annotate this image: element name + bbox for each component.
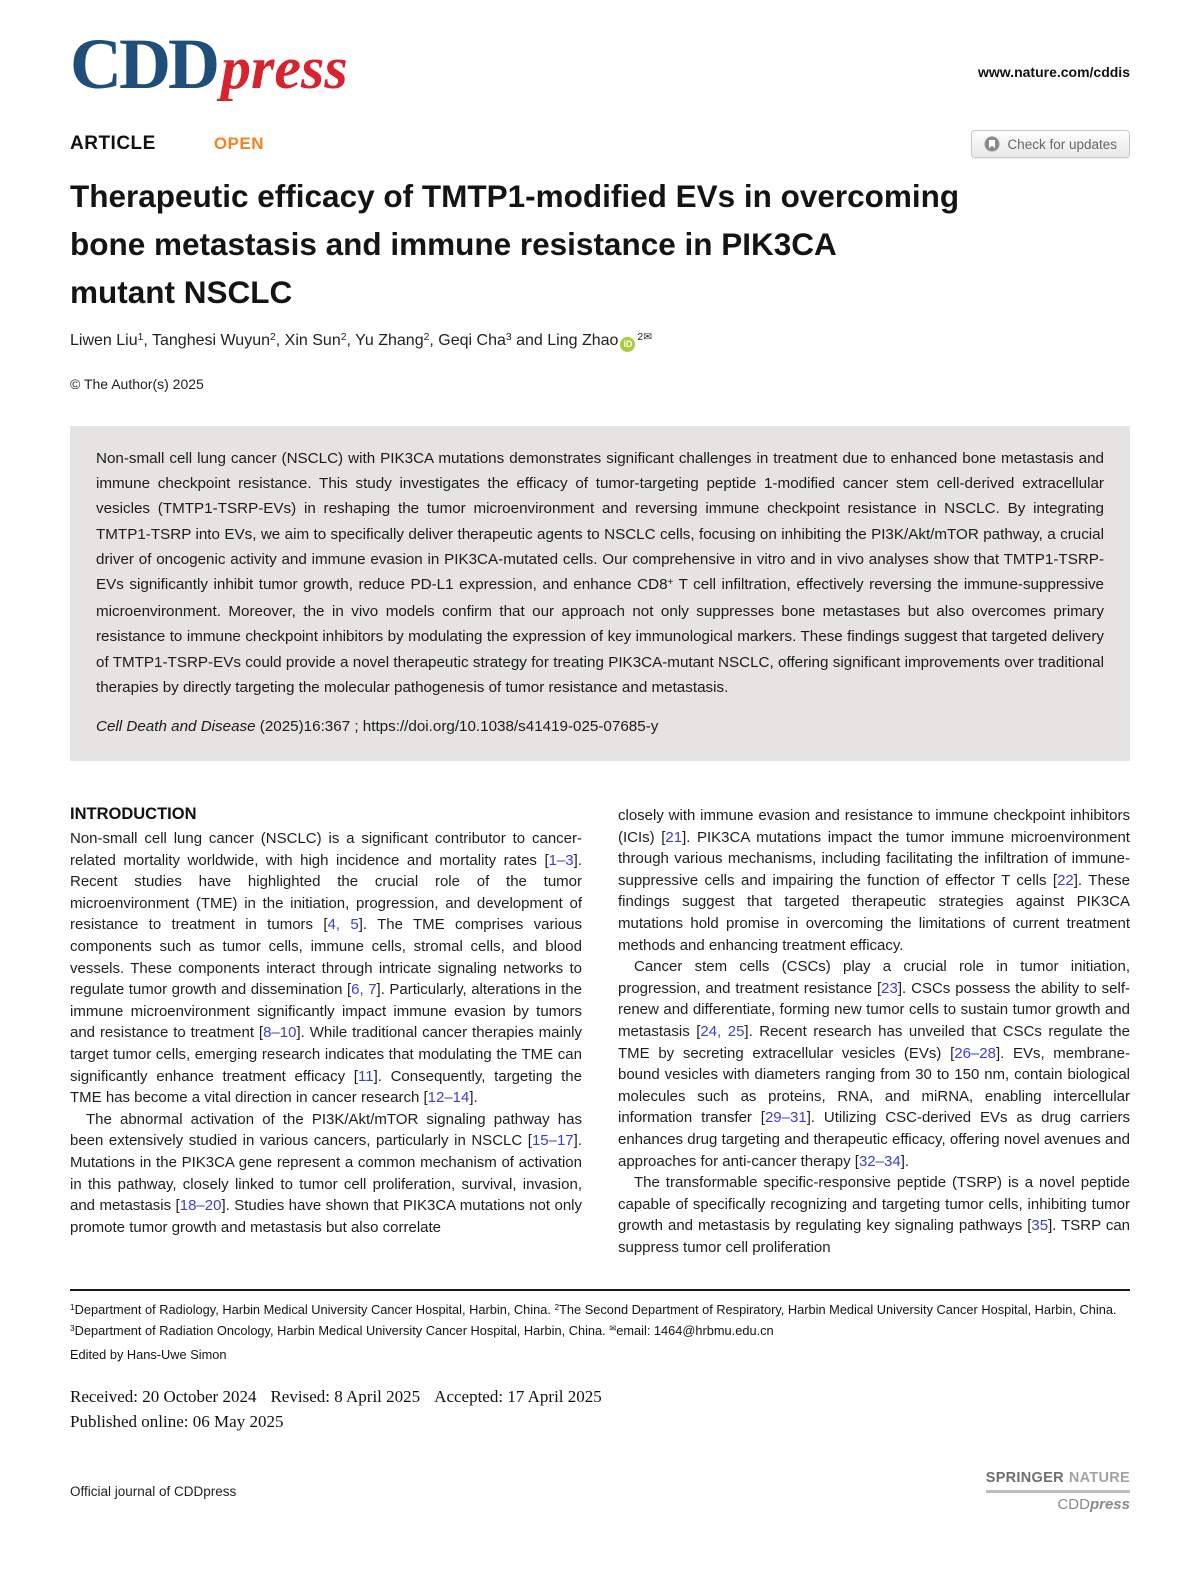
cdd-press-wordmark <box>986 1496 1130 1513</box>
received-date: Received: 20 October 2024 <box>70 1387 257 1406</box>
springer-nature-wordmark <box>986 1470 1130 1493</box>
copyright-line: © The Author(s) 2025 <box>70 376 204 392</box>
citation-ref-link[interactable]: 11 <box>357 1067 374 1085</box>
article-title-line-3: mutant NSCLC <box>70 274 293 310</box>
abstract-box <box>70 426 1130 761</box>
corresponding-author-marks: 2✉ <box>637 332 652 344</box>
citation-ref-link[interactable]: 21 <box>665 828 683 846</box>
page-header <box>70 24 1130 104</box>
citation-ref-link[interactable]: 18–20 <box>179 1197 222 1215</box>
cdd-press-logo <box>70 24 348 104</box>
citation-ref-link[interactable]: 23 <box>881 979 898 997</box>
left-column <box>70 805 582 1258</box>
intro-paragraph: Cancer stem cells (CSCs) play a crucial role in tumor initiation, progression, and treatment resistance [23]. CSCs possess the ability to self-renew and differentiate, forming new tumor cells to sustain tumor growth and metastasis [24, 25]. Recent research has unveiled that CSCs regulate the TME by secreting extracellular vesicles (EVs) [26–28]. EVs, membrane-bound vesicles with diameters ranging from 30 to 150 nm, contain biological molecules such as proteins, RNA, and miRNA, enabling intercellular information transfer [29–31]. Utilizing CSC-derived EVs as drug carriers enhances drug targeting and therapeutic efficacy, offering novel avenues and approaches for anti-cancer therapy [32–34]. <box>618 958 1130 1170</box>
citation-ref-link[interactable]: 8–10 <box>263 1024 297 1042</box>
citation-ref-link[interactable]: 1–3 <box>548 851 574 869</box>
introduction-heading: INTRODUCTION <box>70 805 197 824</box>
citation-ref-link[interactable]: 6, 7 <box>351 981 377 999</box>
logo-cdd-text: CDD <box>70 24 217 104</box>
footnote-block <box>70 1289 1130 1365</box>
citation-ref-link[interactable]: 4, 5 <box>327 916 359 934</box>
intro-paragraph: The transformable specific-responsive peptide (TSRP) is a novel peptide capable of specifically recognizing and targeting tumor cells, inhibiting tumor growth and metastasis by regulating key signaling pathways [35]. TSRP can suppress tumor cell proliferation <box>618 1174 1130 1256</box>
author-names: Liwen Liu$^1$, Tanghesi Wuyun$^2$, Xin Sun$^2$, Yu Zhang$^2$, Geqi Cha$^3$ and Ling Zhao <box>70 332 619 349</box>
intro-paragraph: The abnormal activation of the PI3K/Akt/mTOR signaling pathway has been extensively studied in various cancers, particularly in NSCLC [15–17]. Mutations in the PIK3CA gene represent a common mechanism of activation in this pathway, closely linked to tumor cell proliferation, survival, invasion, and metastasis [18–20]. Studies have shown that PIK3CA mutations not only promote tumor growth and metastasis but also correlate <box>70 1110 583 1236</box>
citation-ref-link[interactable]: 15–17 <box>531 1132 574 1150</box>
citation-ref-link[interactable]: 22 <box>1057 871 1074 889</box>
journal-url: www.nature.com/cddis <box>978 64 1130 80</box>
springer-text: SPRINGER <box>985 1470 1064 1486</box>
article-type-label: ARTICLE <box>70 133 156 154</box>
page-footer <box>70 1470 1130 1513</box>
author-list <box>70 332 1130 352</box>
citation-ref-link[interactable]: 35 <box>1031 1217 1049 1235</box>
nature-text: NATURE <box>1068 1470 1130 1486</box>
article-title-line-2: bone metastasis and immune resistance in PIK3CA <box>70 226 837 262</box>
check-for-updates-button[interactable] <box>971 130 1130 158</box>
article-history-dates <box>70 1384 1130 1434</box>
citation-ref-link[interactable]: 26–28 <box>954 1044 996 1062</box>
abstract-text: Non-small cell lung cancer (NSCLC) with PIK3CA mutations demonstrates significant challenges in treatment due to enhanced bone metastasis and immune checkpoint resistance. This study investigates the efficacy of tumor-targeting peptide 1-modified cancer stem cell-derived extracellular vesicles (TMTP1-TSRP-EVs) in reshaping the tumor microenvironment and reversing immune checkpoint resistance in NSCLC. By integrating TMTP1-TSRP into EVs, we aim to specifically deliver therapeutic agents to NSCLC cells, focusing on inhibiting the PI3K/Akt/mTOR pathway, a crucial driver of oncogenic activity and immune evasion in PIK3CA-mutated cells. Our comprehensive in vitro and in vivo analyses show that TMTP1-TSRP-EVs significantly inhibit tumor growth, reduce PD-L1 expression, and enhance CD8+ T cell infiltration, effectively reversing the immune-suppressive microenvironment. Moreover, the in vivo models confirm that our approach not only suppresses bone metastases but also overcomes primary resistance to immune checkpoint inhibitors by modulating the expression of key immunological markers. These findings suggest that targeted delivery of TMTP1-TSRP-EVs could provide a novel therapeutic strategy for treating PIK3CA-mutant NSCLC, offering significant improvements over traditional therapies by directly targeting the molecular pathogenesis of tumor resistance and metastasis. <box>96 450 1104 696</box>
right-column <box>618 805 1130 1258</box>
official-journal-line: Official journal of CDDpress <box>70 1484 237 1499</box>
check-for-updates-label: Check for updates <box>1007 136 1117 152</box>
accepted-date: Accepted: 17 April 2025 <box>434 1387 602 1406</box>
edited-by-line: Edited by Hans-Uwe Simon <box>70 1346 227 1362</box>
article-title <box>70 172 1130 316</box>
published-online-line: Published online: 06 May 2025 <box>70 1412 284 1431</box>
press-sub-text: press <box>1089 1496 1130 1513</box>
citation-ref-link[interactable]: 32–34 <box>858 1152 901 1170</box>
received-revised-accepted-line <box>70 1384 1130 1409</box>
article-kicker-row <box>70 130 1130 158</box>
logo-press-text: press <box>221 35 348 101</box>
author-affiliations: $^1$Department of Radiology, Harbin Medical University Cancer Hospital, Harbin, China. $^2$The Second Department of Respiratory, Harbin Medical University Cancer Hospital, Harbin, China. $^3$Department of Radiation Oncology, Harbin Medical University Cancer Hospital, Harbin, China. ✉email: 1464@hrbmu.edu.cn <box>70 1301 1117 1338</box>
introduction-section <box>70 805 1130 1258</box>
intro-paragraph: closely with immune evasion and resistance to immune checkpoint inhibitors (ICIs) [21]. PIK3CA mutations impact the tumor immune microenvironment through various mechanisms, including facilitating the infiltration of immune-suppressive cells and impairing the function of effector T cells [22]. These findings suggest that targeted therapeutic strategies against PIK3CA mutations hold promise in overcoming the limitations of current treatment methods and enhancing treatment efficacy. <box>618 807 1130 954</box>
citation-line: Cell Death and Disease (2025)16:367 ; https://doi.org/10.1038/s41419-025-07685-y <box>96 718 659 736</box>
intro-paragraph: Non-small cell lung cancer (NSCLC) is a significant contributor to cancer-related mortality worldwide, with high incidence and mortality rates [1–3]. Recent studies have highlighted the crucial role of the tumor microenvironment (TME) in the initiation, progression, and development of resistance to treatment in tumors [4, 5]. The TME comprises various components such as tumor cells, immune cells, stromal cells, and blood vessels. These components interact through intricate signaling networks to regulate tumor growth and dissemination [6, 7]. Particularly, alterations in the immune microenvironment significantly impact immune evasion by tumors and resistance to treatment [8–10]. While traditional cancer therapies mainly target tumor cells, emerging research indicates that modulating the TME can significantly enhance treatment efficacy [11]. Consequently, targeting the TME has become a vital direction in cancer research [12–14]. <box>70 830 582 1107</box>
springer-nature-logo <box>986 1470 1130 1513</box>
revised-date: Revised: 8 April 2025 <box>270 1387 421 1406</box>
open-access-label: OPEN <box>213 134 265 153</box>
citation-ref-link[interactable]: 24, 25 <box>700 1022 745 1040</box>
crossmark-bookmark-icon <box>984 136 1000 152</box>
citation-ref-link[interactable]: 12–14 <box>427 1089 470 1107</box>
citation-ref-link[interactable]: 29–31 <box>764 1109 807 1127</box>
article-title-line-1: Therapeutic efficacy of TMTP1-modified EVs in overcoming <box>70 178 960 214</box>
cdd-sub-text: CDD <box>1057 1496 1090 1513</box>
orcid-id-icon[interactable]: iD <box>620 337 635 352</box>
